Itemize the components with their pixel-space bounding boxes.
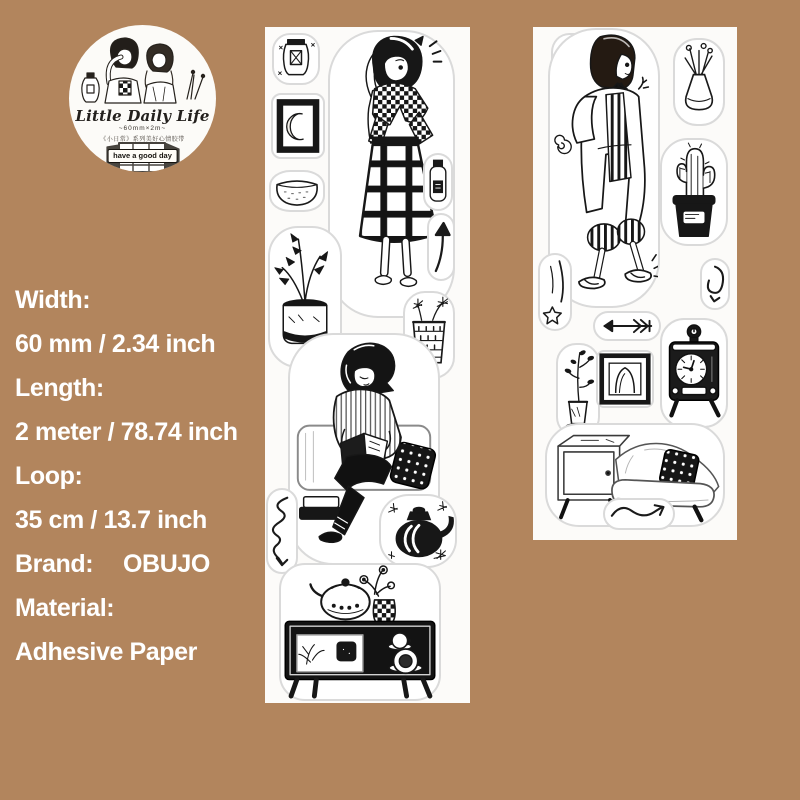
sticker-fletched-arrow	[593, 311, 661, 341]
spec-brand-label: Brand:	[15, 550, 94, 578]
spec-loop-value: 35 cm / 13.7 inch	[15, 506, 207, 534]
wavy-arrow-icon	[605, 500, 673, 528]
spec-length-label: Length:	[15, 374, 104, 402]
jar-icon	[274, 35, 318, 83]
sticker-radio-clock	[660, 318, 728, 428]
sticker-bowl	[269, 170, 325, 212]
black-teapot-icon	[381, 496, 455, 566]
sticker-moon-frame	[271, 93, 325, 159]
tape-strip-2	[533, 27, 737, 540]
reed-diffuser-icon	[675, 40, 723, 124]
sticker-black-teapot	[379, 494, 457, 568]
sticker-shooting-star	[538, 253, 572, 331]
spec-width-value: 60 mm / 2.34 inch	[15, 330, 216, 358]
squiggle-arrow-icon	[268, 490, 296, 572]
moon-frame-icon	[273, 95, 323, 157]
spec-brand-value: OBUJO	[123, 550, 210, 578]
spec-material-label: Material:	[15, 594, 115, 622]
logo-title: Little Daily Life	[75, 107, 210, 125]
sticker-squiggle-arrow	[266, 488, 298, 574]
logo-series-line: 《小日常》系列美好心情胶带	[100, 137, 185, 143]
tea-table-icon	[281, 565, 439, 699]
sticker-tea-table	[279, 563, 441, 701]
sticker-loop-arrow	[700, 258, 730, 310]
sticker-reed-diffuser	[673, 38, 725, 126]
spec-length-value: 2 meter / 78.74 inch	[15, 418, 238, 446]
logo-subtitle: ~60mm×2m~	[118, 125, 167, 132]
arch-frame-icon	[598, 352, 652, 406]
fletched-arrow-icon	[595, 313, 659, 339]
logo-banner: have a good day	[107, 149, 178, 163]
spec-width-label: Width:	[15, 286, 91, 314]
radio-clock-icon	[662, 320, 726, 426]
cactus-icon	[662, 140, 726, 244]
sticker-up-arrow	[427, 213, 455, 281]
perfume-bottle-icon	[425, 155, 451, 209]
up-arrow-icon	[429, 215, 453, 279]
sticker-perfume-bottle	[423, 153, 453, 211]
product-specs	[15, 278, 265, 674]
tape-strip-1	[265, 27, 470, 703]
loop-arrow-icon	[702, 260, 728, 308]
spec-material-value: Adhesive Paper	[15, 638, 197, 666]
bowl-icon	[271, 172, 323, 210]
sticker-cactus	[660, 138, 728, 246]
spec-brand-row	[15, 542, 265, 586]
brand-logo-badge	[69, 25, 216, 172]
sapling-pot-icon	[558, 345, 598, 435]
sticker-arch-frame	[596, 350, 654, 408]
sticker-jar	[272, 33, 320, 85]
spec-loop-label: Loop:	[15, 462, 83, 490]
shooting-star-icon	[540, 255, 570, 329]
sticker-wavy-arrow	[603, 498, 675, 530]
